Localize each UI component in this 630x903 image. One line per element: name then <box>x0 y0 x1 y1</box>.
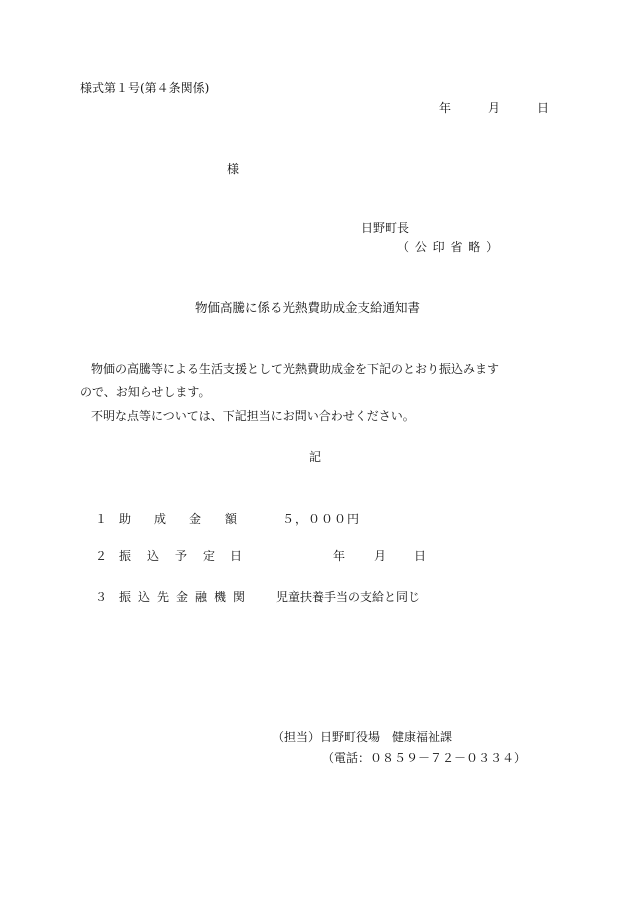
issuer-name: 日野町長 <box>361 221 410 235</box>
item-number: ３ <box>95 590 108 604</box>
item-value-day: 日 <box>414 549 427 563</box>
item-label-char: 振 <box>119 590 132 604</box>
item-label-char: 定 <box>203 549 216 563</box>
item-value: 児童扶養手当の支給と同じ <box>276 590 421 604</box>
date-month: 月 <box>488 101 501 115</box>
item-label-char: 成 <box>154 512 167 526</box>
item-label-char: 額 <box>225 512 238 526</box>
item-value-year: 年 <box>333 549 346 563</box>
item-label-char: 金 <box>176 590 189 604</box>
item-number: ２ <box>95 549 108 563</box>
item-value: ５，０００円 <box>282 512 361 526</box>
item-label-char: 機 <box>214 590 227 604</box>
body-paragraph-1-line-2: ので、お知らせします。 <box>80 385 211 399</box>
item-number: １ <box>95 512 108 526</box>
form-number: 様式第１号(第４条関係) <box>80 81 210 95</box>
contact-phone: （電話：０８５９－７２－０３３４） <box>322 751 527 765</box>
body-paragraph-1-line-1: 物価の高騰等による生活支援として光熱費助成金を下記のとおり振込みます <box>91 362 500 376</box>
item-label-char: 先 <box>157 590 170 604</box>
seal-omitted-note: （ 公 印 省 略 ） <box>397 240 500 254</box>
date-day: 日 <box>537 101 550 115</box>
contact-department: （担当）日野町役場 健康福祉課 <box>272 730 453 744</box>
document-title: 物価高騰に係る光熱費助成金支給通知書 <box>195 300 421 315</box>
item-label-char: 込 <box>138 590 151 604</box>
item-label-char: 日 <box>230 549 243 563</box>
recipient-suffix: 様 <box>227 162 240 176</box>
item-label-char: 金 <box>189 512 202 526</box>
ki-marker: 記 <box>309 450 322 464</box>
item-label-char: 予 <box>175 549 188 563</box>
item-value-month: 月 <box>374 549 387 563</box>
item-label-char: 融 <box>195 590 208 604</box>
item-label-char: 込 <box>147 549 160 563</box>
date-year: 年 <box>439 101 452 115</box>
item-label-char: 振 <box>119 549 132 563</box>
item-label-char: 関 <box>233 590 246 604</box>
body-paragraph-2: 不明な点等については、下記担当にお問い合わせください。 <box>91 409 415 423</box>
item-label-char: 助 <box>119 512 132 526</box>
